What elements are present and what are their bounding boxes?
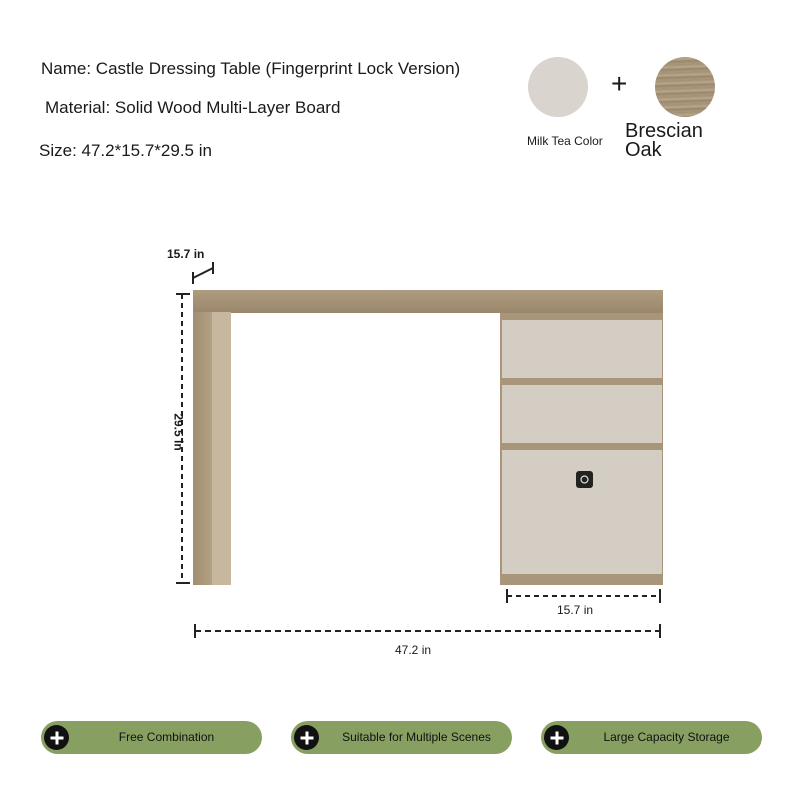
feature-badge-multiple-scenes [291, 721, 512, 754]
cabinet-width-line [507, 589, 660, 603]
cabinet-width-label: 15.7 in [557, 603, 594, 617]
plus-icon: + [611, 68, 628, 99]
product-size: Size: 47.2*15.7*29.5 in [39, 141, 212, 160]
depth-label: 15.7 in [167, 247, 205, 261]
total-width-label: 47.2 in [395, 643, 432, 657]
cabinet-door [502, 450, 662, 574]
feature-badge-free-combination [41, 721, 262, 754]
fingerprint-lock-icon [576, 471, 593, 488]
plus-circle-icon [44, 725, 69, 750]
left-leg-edge [212, 312, 231, 585]
drawer-top [502, 320, 662, 378]
feature-label: Large Capacity Storage [603, 730, 730, 744]
feature-badge-large-storage [541, 721, 762, 754]
product-material: Material: Solid Wood Multi-Layer Board [45, 98, 341, 117]
product-name: Name: Castle Dressing Table (Fingerprint Lock Version) [41, 59, 461, 78]
plus-circle-icon [294, 725, 319, 750]
height-label: 29.5 in [171, 413, 186, 451]
feature-label: Suitable for Multiple Scenes [342, 730, 491, 744]
drawer-middle [502, 385, 662, 443]
total-width-line [195, 624, 660, 638]
feature-label: Free Combination [118, 730, 215, 744]
depth-marker [193, 262, 213, 284]
tabletop [193, 290, 663, 313]
milk-tea-label: Milk Tea Color [527, 134, 603, 148]
cabinet-base [512, 574, 654, 585]
brescian-oak-label: Brescian Oak [625, 120, 703, 161]
plus-circle-icon [544, 725, 569, 750]
